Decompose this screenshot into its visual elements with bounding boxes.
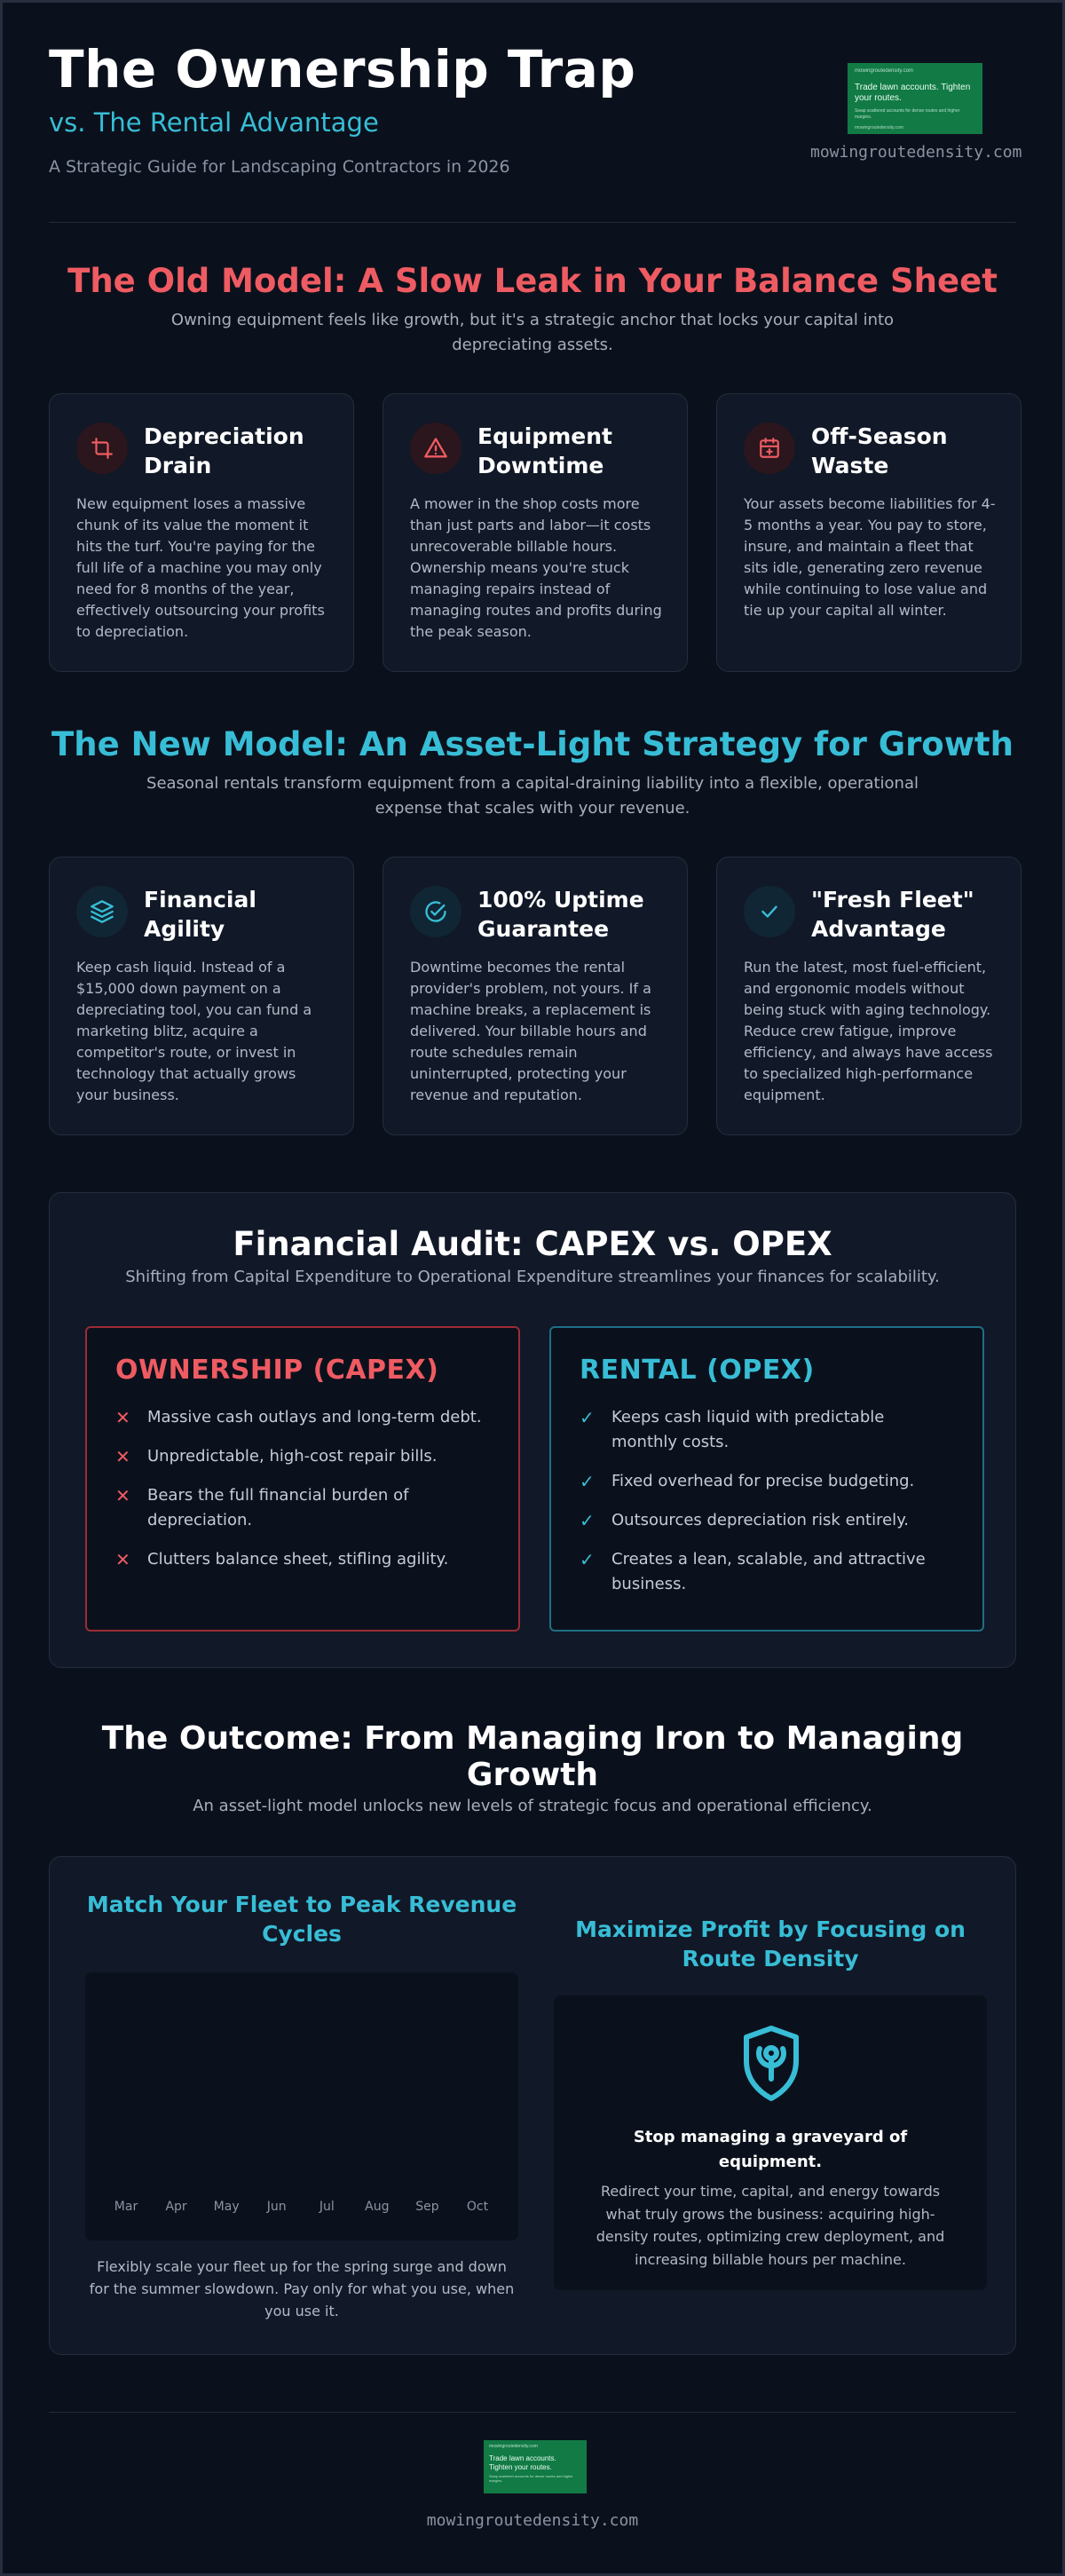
footer-site-link[interactable]: mowingroutedensity.com: [426, 2511, 639, 2530]
card-title: Depreciation Drain: [144, 423, 304, 478]
calendar-icon: [744, 423, 795, 474]
list-item: [580, 1405, 954, 1455]
x-tick-label: Mar: [114, 2200, 138, 2214]
logo-headline: Trade lawn accounts. Tighten your routes.: [489, 2454, 556, 2471]
list-item-text: Massive cash outlays and long-term debt.: [147, 1408, 482, 1426]
page-tagline: A Strategic Guide for Landscaping Contractors in 2026: [49, 157, 510, 177]
shield-target-icon: [740, 2024, 802, 2104]
x-tick-label: Apr: [165, 2200, 187, 2214]
list-item: [580, 1508, 954, 1533]
outcome-title: The Outcome: From Managing Iron to Managing Growth: [101, 1720, 964, 1793]
ownership-title: OWNERSHIP (CAPEX): [115, 1355, 439, 1386]
list-item: [580, 1469, 954, 1494]
card-financial-agility: [49, 857, 354, 1135]
check-icon: [744, 886, 795, 937]
cross-icon: ✕: [115, 1407, 130, 1428]
card-text: New equipment loses a massive chunk of its value the moment it hits the turf. You're paying for the full life of a machine you may only need for 8 months of the year, effectively outsourcing your profits to depreciation.: [76, 495, 325, 640]
list-item: [115, 1444, 490, 1469]
logo-line: mowingroutedensity.com: [855, 125, 903, 130]
list-item-text: Keeps cash liquid with predictable monthly costs.: [611, 1408, 885, 1451]
list-item-text: Clutters balance sheet, stifling agility.: [147, 1549, 449, 1569]
financial-audit-panel: [49, 1192, 1016, 1668]
card-title: Financial Agility: [144, 887, 256, 942]
footer-logo[interactable]: [484, 2440, 587, 2493]
check-icon: ✓: [580, 1407, 595, 1428]
cross-icon: ✕: [115, 1548, 130, 1570]
x-tick-label: Jun: [266, 2200, 287, 2214]
list-item: [580, 1547, 954, 1597]
card-title: "Fresh Fleet" Advantage: [811, 887, 974, 942]
list-item-text: Outsources depreciation risk entirely.: [611, 1510, 909, 1529]
page-subtitle: vs. The Rental Advantage: [49, 107, 379, 138]
logo-line: mowingroutedensity.com: [855, 68, 913, 74]
fleet-chart-svg: [85, 1972, 518, 2240]
audit-title: Financial Audit: CAPEX vs. OPEX: [233, 1225, 832, 1263]
x-tick-label: Aug: [365, 2200, 390, 2214]
header: [49, 38, 1022, 225]
x-tick-label: May: [213, 2200, 240, 2214]
new-model-desc: Seasonal rentals transform equipment from a capital-draining liability into a flexible, operational expense that scales with your revenue.: [146, 774, 919, 818]
logo-line: Swap scattered accounts for dense routes and higher margins.: [855, 108, 960, 120]
focus-text: Redirect your time, capital, and energy towards what truly grows the business: acquiring high-density routes, optimizing crew deployment, and increasing billable hours per machine.: [596, 2183, 945, 2268]
outcome-desc: An asset-light model unlocks new levels of strategic focus and operational efficiency.: [193, 1797, 872, 1815]
crop-icon: [76, 423, 128, 474]
card-text: Keep cash liquid. Instead of a $15,000 down payment on a depreciating tool, you can fund a marketing blitz, acquire a competitor's route, or invest in technology that actually grows your business.: [76, 959, 312, 1103]
divider: [49, 222, 1016, 223]
card-fresh-fleet: [716, 857, 1022, 1135]
card-title: Equipment Downtime: [477, 423, 612, 478]
card-text: Run the latest, most fuel-efficient, and ergonomic models without being stuck with aging technology. Reduce crew fatigue, improve efficiency, and always have access to specialized high-performance equipment.: [744, 959, 993, 1103]
card-uptime-guarantee: [383, 857, 688, 1135]
logo-line: mowingroutedensity.com: [489, 2444, 538, 2449]
x-tick-label: Sep: [415, 2200, 439, 2214]
list-item: [115, 1405, 490, 1430]
cross-icon: ✕: [115, 1446, 130, 1467]
ownership-column: [85, 1326, 520, 1632]
rental-column: [549, 1326, 984, 1632]
logo-headline: Trade lawn accounts. Tighten your routes.: [855, 83, 971, 103]
list-item-text: Creates a lean, scalable, and attractive business.: [611, 1549, 926, 1593]
list-item-text: Bears the full financial burden of depreciation.: [147, 1486, 409, 1529]
old-model-desc: Owning equipment feels like growth, but it's a strategic anchor that locks your capital into depreciating assets.: [170, 311, 895, 354]
brand-logo[interactable]: [848, 63, 982, 134]
card-title: Off-Season Waste: [811, 423, 948, 478]
x-tick-label: Oct: [466, 2200, 489, 2214]
list-item-text: Fixed overhead for precise budgeting.: [611, 1471, 915, 1490]
card-text: Your assets become liabilities for 4-5 months a year. You pay to store, insure, and maintain a fleet that sits idle, generating zero revenue while continuing to lose value and tie up your capital all winter.: [744, 495, 996, 619]
x-tick-label: Jul: [319, 2200, 335, 2214]
focus-heading: Maximize Profit by Focusing on Route Density: [575, 1916, 966, 1972]
header-site-link[interactable]: mowingroutedensity.com: [810, 143, 1022, 162]
check-circle-icon: [410, 886, 462, 937]
page-title: The Ownership Trap: [49, 39, 636, 99]
list-item: [115, 1483, 490, 1533]
list-item-text: Unpredictable, high-cost repair bills.: [147, 1447, 438, 1466]
cross-icon: ✕: [115, 1485, 130, 1506]
outcome-panel: [49, 1856, 1016, 2355]
divider: [49, 2412, 1016, 2413]
list-item: [115, 1547, 490, 1572]
card-text: Downtime becomes the rental provider's problem, not yours. If a machine breaks, a replacement is delivered. Your billable hours and route schedules remain uninterrupted, protecting your revenue and reputation.: [410, 959, 651, 1103]
focus-card: [554, 1995, 987, 2290]
check-icon: ✓: [580, 1470, 595, 1492]
chart-caption: Flexibly scale your fleet up for the spring surge and down for the summer slowdown. Pay only for what you use, when you use it.: [89, 2258, 515, 2319]
warning-icon: [410, 423, 462, 474]
new-model-title: The New Model: An Asset-Light Strategy for Growth: [51, 725, 1014, 763]
card-off-season-waste: [716, 393, 1022, 672]
chart-heading: Match Your Fleet to Peak Revenue Cycles: [86, 1892, 517, 1947]
check-icon: ✓: [580, 1548, 595, 1570]
card-text: A mower in the shop costs more than just parts and labor—it costs unrecoverable billable hours. Ownership means you're stuck managing repairs instead of managing routes and profits during the peak season.: [410, 495, 662, 640]
layers-icon: [76, 886, 128, 937]
logo-line: Swap scattered accounts for dense routes and higher margins.: [489, 2474, 573, 2484]
card-equipment-downtime: [383, 393, 688, 672]
old-model-title: The Old Model: A Slow Leak in Your Balance Sheet: [67, 262, 998, 300]
audit-desc: Shifting from Capital Expenditure to Operational Expenditure streamlines your finances for scalability.: [125, 1268, 940, 1286]
card-title: 100% Uptime Guarantee: [477, 887, 644, 942]
fleet-chart: [85, 1972, 518, 2240]
card-depreciation-drain: [49, 393, 354, 672]
check-icon: ✓: [580, 1509, 595, 1531]
rental-title: RENTAL (OPEX): [580, 1355, 815, 1386]
focus-title: Stop managing a graveyard of equipment.: [633, 2128, 908, 2171]
